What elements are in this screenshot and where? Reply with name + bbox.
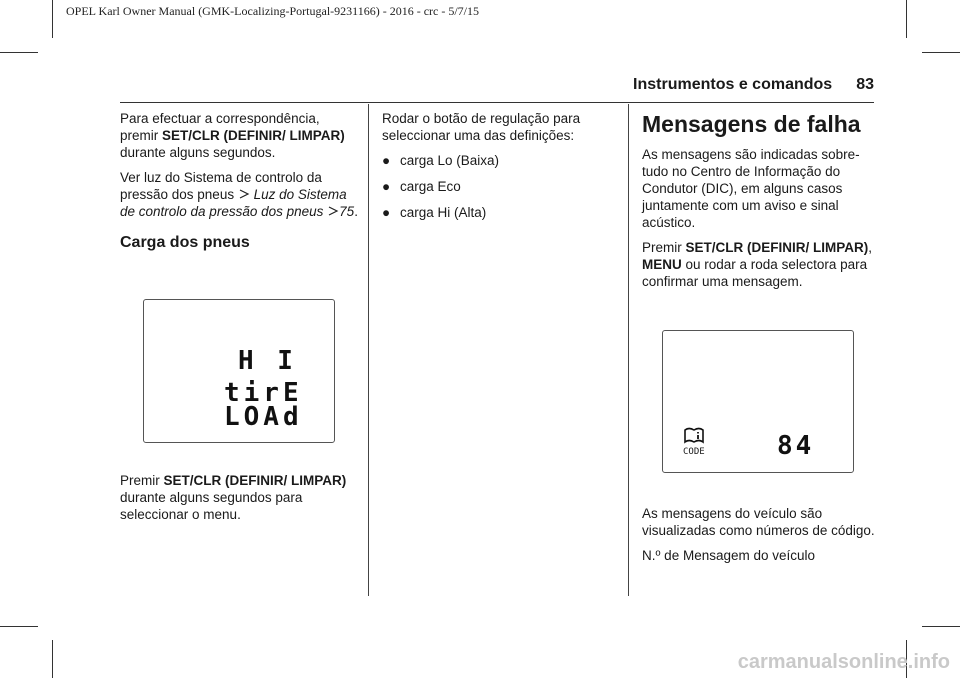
crop-mark: [52, 0, 53, 38]
crop-mark: [0, 626, 38, 627]
text: ou rodar a roda selectora para confirmar uma mensagem.: [642, 257, 868, 289]
crop-mark: [0, 52, 38, 53]
column-1: [120, 110, 360, 251]
paragraph: [120, 169, 360, 220]
button-reference: SET/CLR (DEFINIR/ LIMPAR): [162, 128, 345, 143]
paragraph: As mensagens são indicadas sobre-tudo no Centro de Informação do Condutor (DIC), em alguns casos juntamente com um aviso e sinal acústico.: [642, 147, 860, 230]
text: ,: [868, 240, 873, 255]
page-reference-icon: [238, 188, 250, 200]
page-number: 83: [856, 76, 874, 93]
tire-load-display: [143, 299, 335, 443]
page-header: [633, 76, 874, 94]
text: Premir: [642, 240, 686, 255]
button-reference: MENU: [642, 257, 682, 272]
list-item-text: carga Hi (Alta): [400, 205, 487, 220]
subsection-heading: Carga dos pneus: [120, 234, 250, 251]
list-item-text: carga Lo (Baixa): [400, 153, 500, 168]
document-meta: OPEL Karl Owner Manual (GMK-Localizing-Portugal-9231166) - 2016 - crc - 5/7/15: [66, 4, 480, 18]
text: .: [354, 204, 358, 219]
paragraph: [120, 472, 360, 523]
crop-mark: [922, 52, 960, 53]
text: durante alguns segundos.: [120, 145, 276, 160]
paragraph: Rodar o botão de regulação para seleccionar uma das definições:: [382, 111, 581, 143]
message-code-display: [662, 330, 854, 473]
bullet-icon: ●: [382, 153, 391, 168]
watermark: carmanualsonline.info: [737, 651, 950, 673]
list-item: [382, 152, 618, 169]
column-3: [642, 110, 878, 298]
paragraph: N.º de Mensagem do veículo: [642, 548, 816, 563]
bullet-icon: ●: [382, 205, 391, 220]
list-item-text: carga Eco: [400, 179, 461, 194]
header-rule: [120, 102, 874, 103]
crop-mark: [52, 640, 53, 678]
paragraph: [642, 239, 878, 290]
display-line-3: LOAd: [224, 402, 303, 432]
button-reference: SET/CLR (DEFINIR/ LIMPAR): [685, 240, 869, 255]
section-heading: Mensagens de falha: [642, 111, 861, 137]
crop-mark: [906, 0, 907, 38]
display-line-1: H I: [238, 346, 297, 376]
text: Para efectuar a correspondência, premir: [120, 111, 320, 143]
settings-list: [382, 152, 618, 221]
paragraph: [120, 110, 360, 161]
text: durante alguns segundos para seleccionar o menu.: [120, 490, 303, 522]
list-item: [382, 204, 618, 221]
page-reference-number[interactable]: 75: [339, 204, 355, 219]
column-3-bottom: [642, 505, 878, 572]
column-2: [382, 110, 618, 230]
column-divider: [628, 104, 629, 596]
list-item: [382, 178, 618, 195]
column-divider: [368, 104, 369, 596]
vehicle-message-icon: [683, 426, 705, 444]
bullet-icon: ●: [382, 179, 391, 194]
paragraph: As mensagens do veículo são visualizadas como números de código.: [642, 506, 875, 538]
section-title: Instrumentos e comandos: [633, 76, 833, 93]
text: Ver luz do Sistema de controlo da pressão dos pneus: [120, 170, 322, 202]
page-reference-icon: [327, 205, 339, 217]
text: Premir: [120, 473, 164, 488]
display-line-2: tirE: [224, 378, 303, 408]
code-label: CODE: [683, 447, 705, 457]
cross-reference-link[interactable]: Luz do Sistema de controlo da pressão dos pneus: [120, 187, 347, 219]
button-reference: SET/CLR (DEFINIR/ LIMPAR): [163, 473, 347, 488]
crop-mark: [922, 626, 960, 627]
message-code-value: 84: [777, 431, 815, 461]
column-1-bottom: [120, 472, 360, 531]
